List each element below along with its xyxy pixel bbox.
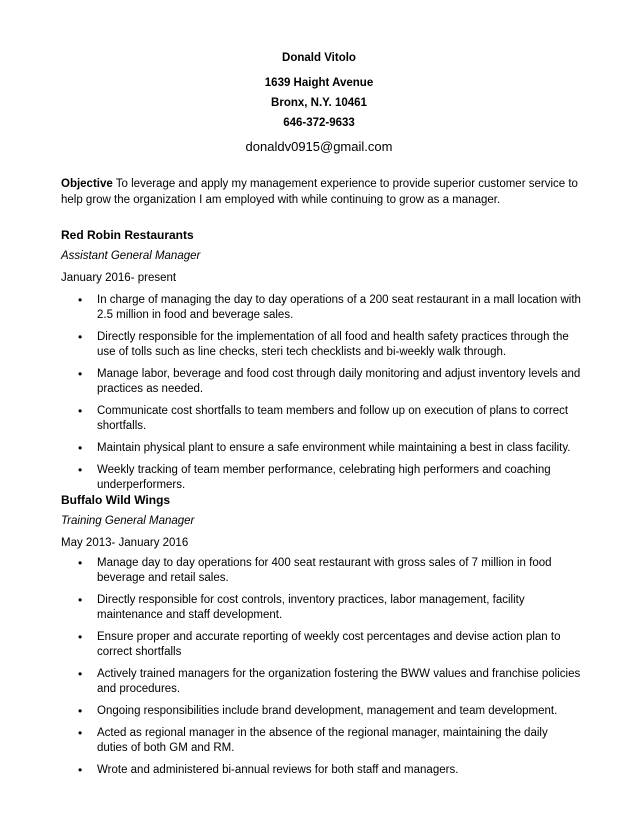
company-name: Red Robin Restaurants xyxy=(61,228,194,242)
job-title: Training General Manager xyxy=(61,515,195,527)
list-item: • Weekly tracking of team member performance, celebrating high performers and coaching underperformers. xyxy=(61,463,581,493)
list-item: • In charge of managing the day to day operations of a 200 seat restaurant in a mall location with 2.5 million in food and beverage sales. xyxy=(61,293,581,323)
job-dates: January 2016- present xyxy=(61,272,177,284)
email-address: donaldv0915@gmail.com xyxy=(245,139,393,154)
applicant-name: Donald Vitolo xyxy=(282,52,356,64)
list-item: • Actively trained managers for the organization fostering the BWW values and franchise policies and procedures. xyxy=(61,667,581,697)
list-item: • Acted as regional manager in the absence of the regional manager, maintaining the daily duties of both GM and RM. xyxy=(61,726,581,756)
job-responsibilities xyxy=(61,293,581,500)
job-responsibilities xyxy=(61,556,581,785)
job-title: Assistant General Manager xyxy=(61,250,201,262)
list-item: • Wrote and administered bi-annual reviews for both staff and managers. xyxy=(61,763,581,778)
list-item: • Manage day to day operations for 400 seat restaurant with gross sales of 7 million in food beverage and retail sales. xyxy=(61,556,581,586)
objective-text: To leverage and apply my management experience to provide superior customer service to help grow the organization I am employed with while continuing to grow as a manager. xyxy=(61,178,578,206)
company-name: Buffalo Wild Wings xyxy=(61,493,171,507)
phone-number: 646-372-9633 xyxy=(283,117,355,129)
list-item: • Communicate cost shortfalls to team members and follow up on execution of plans to correct shortfalls. xyxy=(61,404,581,434)
list-item: • Directly responsible for the implementation of all food and health safety practices through the use of tolls such as line checks, steri tech checklists and bi-weekly walk through. xyxy=(61,330,581,360)
list-item: • Directly responsible for cost controls, inventory practices, labor management, facility maintenance and staff development. xyxy=(61,593,581,623)
list-item: • Ongoing responsibilities include brand development, management and team development. xyxy=(61,704,581,719)
list-item: • Ensure proper and accurate reporting of weekly cost percentages and devise action plan to correct shortfalls xyxy=(61,630,581,660)
job-dates: May 2013- January 2016 xyxy=(61,537,189,549)
city-state-zip: Bronx, N.Y. 10461 xyxy=(271,97,367,109)
objective-section xyxy=(61,176,581,208)
list-item: • Manage labor, beverage and food cost through daily monitoring and adjust inventory levels and practices as needed. xyxy=(61,367,581,397)
street-address: 1639 Haight Avenue xyxy=(264,77,374,89)
list-item: • Maintain physical plant to ensure a safe environment while maintaining a best in class facility. xyxy=(61,441,581,456)
objective-label: Objective xyxy=(61,178,113,190)
